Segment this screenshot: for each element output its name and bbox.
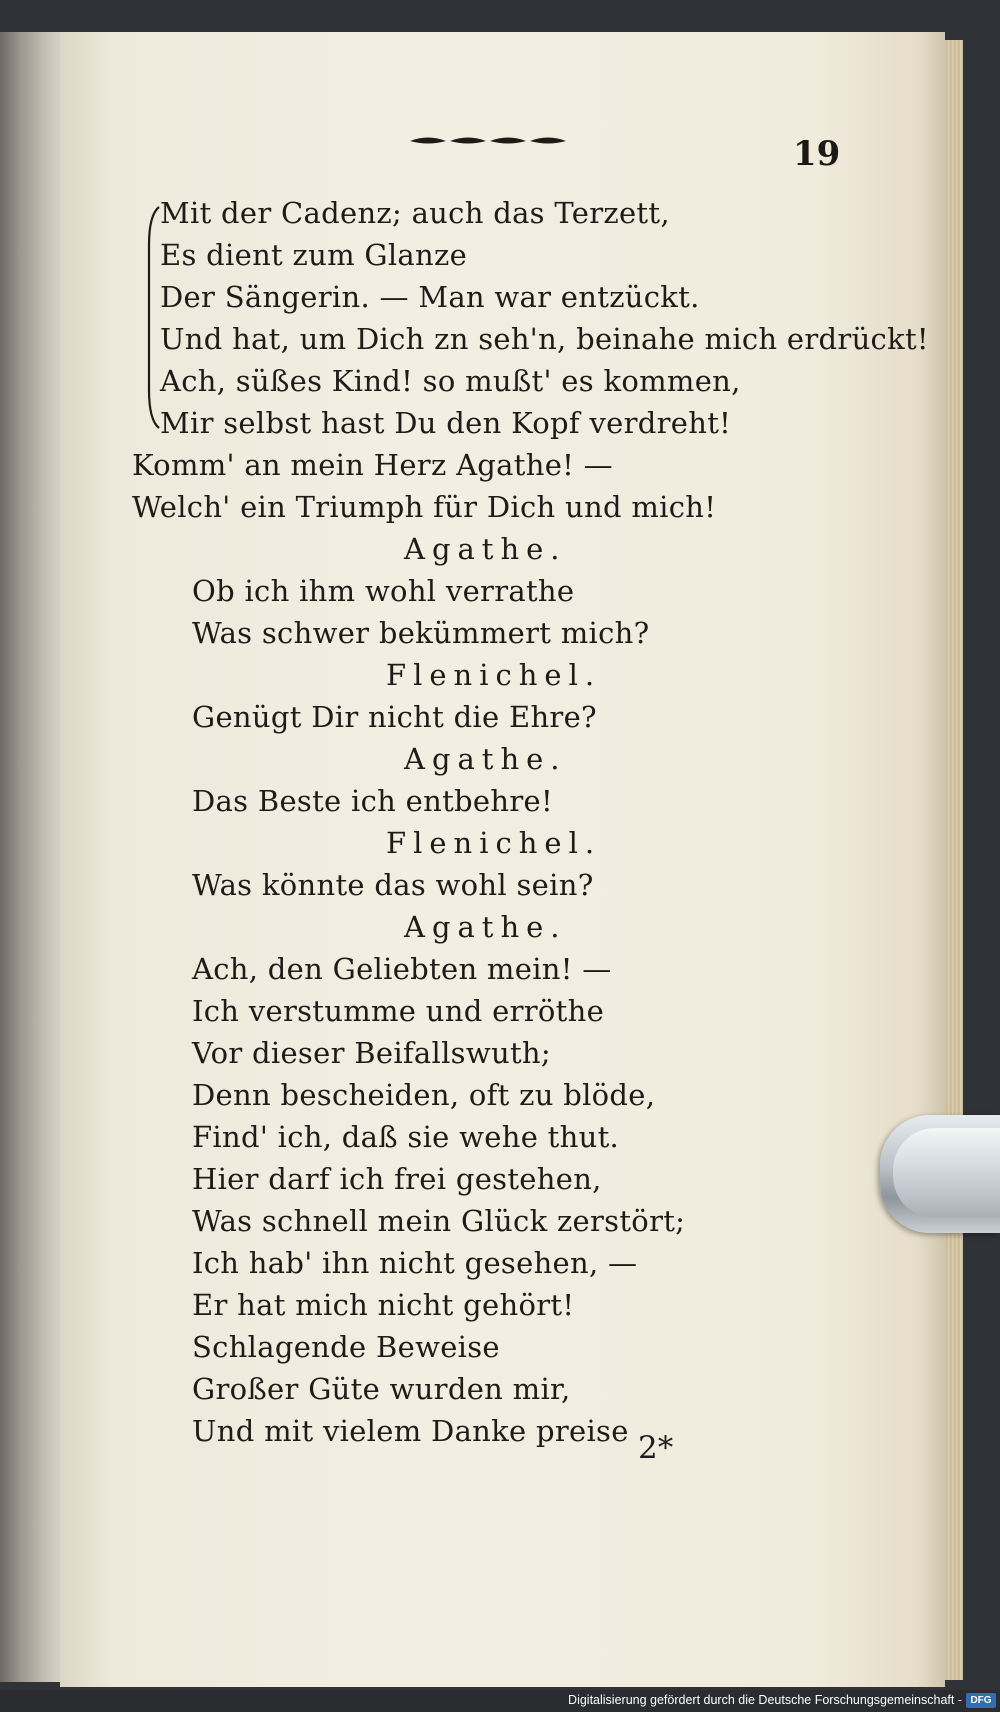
speaker-name: Flenichel.: [386, 826, 602, 860]
verse-line: Was schnell mein Glück zerstört;: [192, 1204, 686, 1238]
speaker-name: Flenichel.: [386, 658, 602, 692]
verse-line: Schlagende Beweise: [192, 1330, 500, 1364]
verse-line: Mit der Cadenz; auch das Terzett,: [160, 196, 670, 230]
footer-credit: Digitalisierung gefördert durch die Deutsche Forschungsgemeinschaft -: [568, 1693, 962, 1707]
verse-line: Hier darf ich frei gestehen,: [192, 1162, 602, 1196]
verse-line: Ich verstumme und erröthe: [192, 994, 605, 1028]
verse-line: Ach, den Geliebten mein! —: [192, 952, 612, 986]
verse-line: Genügt Dir nicht die Ehre?: [192, 700, 597, 734]
verse-line: Komm' an mein Herz Agathe! —: [132, 448, 613, 482]
verse-line: Denn bescheiden, oft zu blöde,: [192, 1078, 656, 1112]
verse-line: Ich hab' ihn nicht gesehen, —: [192, 1246, 638, 1280]
verse-line: Was schwer bekümmert mich?: [192, 616, 650, 650]
verse-line: Welch' ein Triumph für Dich und mich!: [132, 490, 717, 524]
verse-line: Und mit vielem Danke preise: [192, 1414, 629, 1448]
page-stack-edge: [945, 40, 963, 1680]
verse-line: Es dient zum Glanze: [160, 238, 468, 272]
verse-line: Vor dieser Beifallswuth;: [192, 1036, 551, 1070]
verse-line: Was könnte das wohl sein?: [192, 868, 594, 902]
verse-line: Das Beste ich entbehre!: [192, 784, 553, 818]
verse-line: Der Sängerin. — Man war entzückt.: [160, 280, 700, 314]
verse-line: Er hat mich nicht gehört!: [192, 1288, 575, 1322]
verse-line: Und hat, um Dich zn seh'n, beinahe mich erdrückt!: [160, 322, 929, 356]
dfg-logo-icon: DFG: [966, 1693, 996, 1708]
verse-line: Find' ich, daß sie wehe thut.: [192, 1120, 620, 1154]
verse-line: Ob ich ihm wohl verrathe: [192, 574, 575, 608]
page-clip-highlight: [893, 1128, 1000, 1218]
speaker-name: Agathe.: [404, 742, 567, 776]
verse-line: Ach, süßes Kind! so mußt' es kommen,: [160, 364, 741, 398]
verse-line: Großer Güte wurden mir,: [192, 1372, 571, 1406]
marginal-brace: [145, 205, 161, 430]
header-ornament: [408, 132, 568, 148]
signature-mark: 2*: [638, 1430, 674, 1466]
speaker-name: Agathe.: [404, 910, 567, 944]
verse-line: Mir selbst hast Du den Kopf verdreht!: [160, 406, 732, 440]
page-number: 19: [793, 134, 841, 174]
speaker-name: Agathe.: [404, 532, 567, 566]
left-page-edge: [0, 32, 60, 1682]
